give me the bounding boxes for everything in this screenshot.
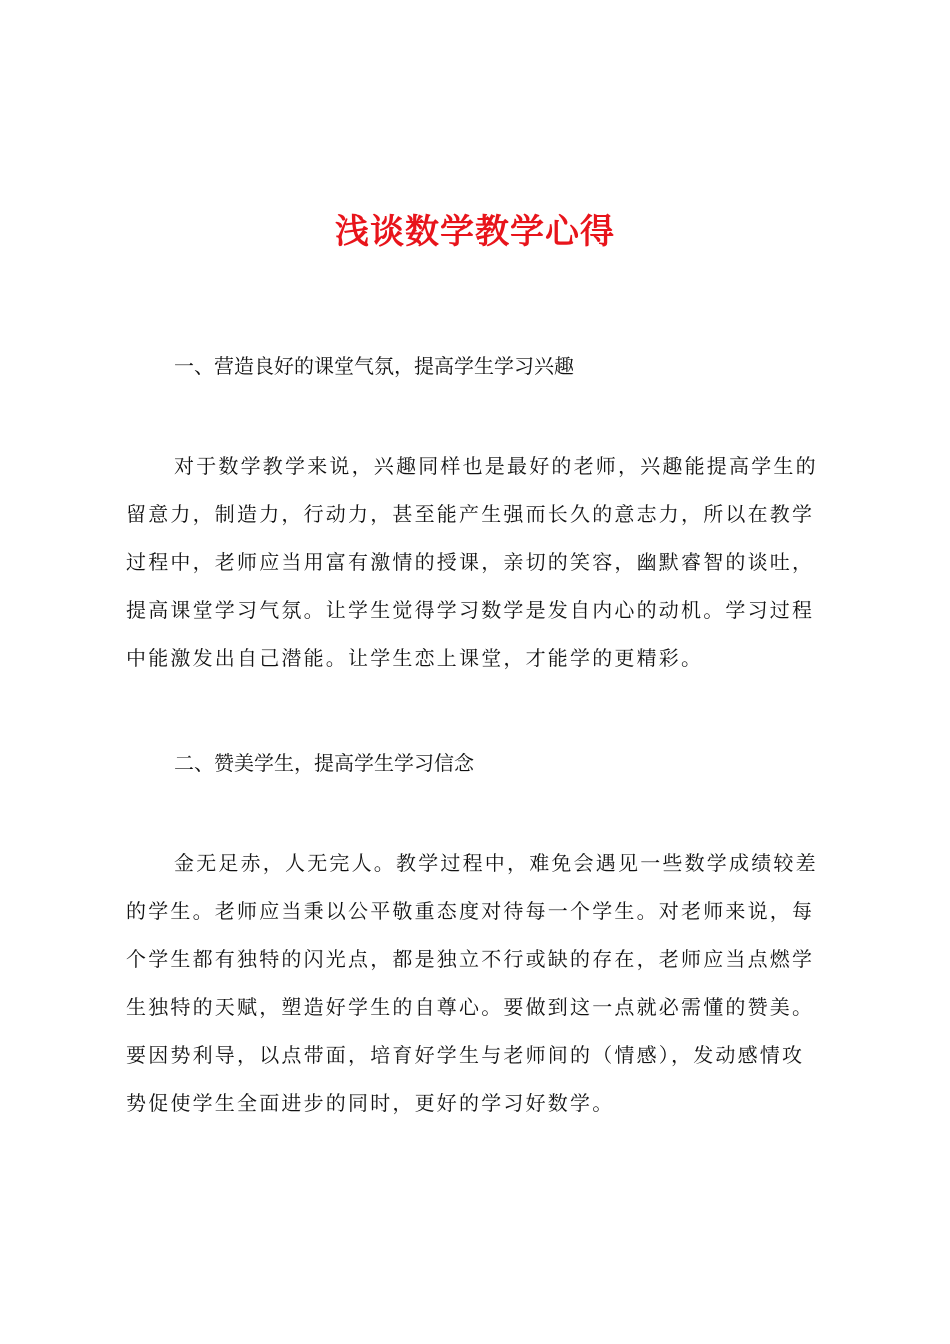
paragraph-line: 的学生。老师应当秉以公平敬重态度对待每一个学生。对老师来说，每 — [126, 899, 815, 923]
section-heading-2: 二、赞美学生，提高学生学习信念 — [174, 751, 474, 775]
paragraph-line: 金无足赤，人无完人。教学过程中，难免会遇见一些数学成绩较差 — [174, 851, 818, 875]
document-title: 浅谈数学教学心得 — [335, 212, 615, 252]
paragraph-line: 要因势利导，以点带面，培育好学生与老师间的（情感），发动感情攻 — [126, 1043, 805, 1067]
paragraph-line: 个学生都有独特的闪光点，都是独立不行或缺的存在，老师应当点燃学 — [126, 947, 815, 971]
paragraph-line: 势促使学生全面进步的同时，更好的学习好数学。 — [126, 1091, 615, 1115]
section-paragraph-1 — [126, 442, 832, 682]
paragraph-line: 中能激发出自己潜能。让学生恋上课堂，才能学的更精彩。 — [126, 646, 704, 670]
paragraph-line: 过程中，老师应当用富有激情的授课，亲切的笑容，幽默睿智的谈吐， — [126, 550, 815, 574]
paragraph-line: 提高课堂学习气氛。让学生觉得学习数学是发自内心的动机。学习过程 — [126, 598, 815, 622]
section-heading-1: 一、营造良好的课堂气氛，提高学生学习兴趣 — [174, 354, 574, 378]
paragraph-line: 生独特的天赋，塑造好学生的自尊心。要做到这一点就必需懂的赞美。 — [126, 995, 815, 1019]
section-paragraph-2 — [126, 839, 832, 1127]
paragraph-line: 留意力，制造力，行动力，甚至能产生强而长久的意志力，所以在教学 — [126, 502, 815, 526]
paragraph-line: 对于数学教学来说，兴趣同样也是最好的老师，兴趣能提高学生的 — [174, 454, 818, 478]
